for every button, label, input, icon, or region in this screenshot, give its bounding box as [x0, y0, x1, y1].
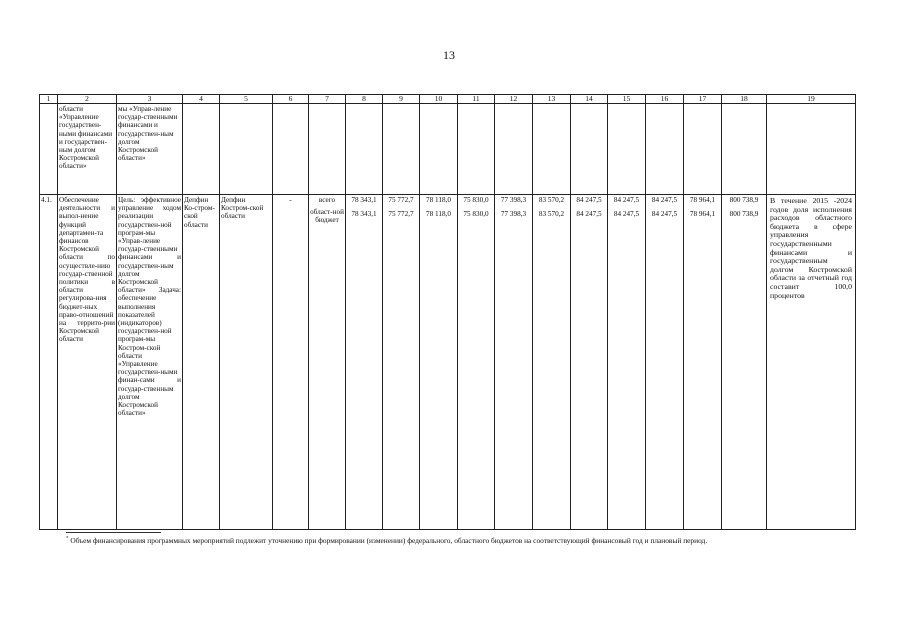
activity-name-cell: Обеспечение деятельности и выпол-нение функций департамен-та финансов Костромской области по осуществле-нию государ-ственной политики в области регулирова-ния бюджет-ных право-отношений на террито-рии Костромской области [58, 195, 117, 530]
column-number: 1 [40, 95, 58, 104]
value-regional: 84 247,5 [613, 210, 640, 218]
value-cell [571, 195, 608, 530]
column-number: 12 [495, 95, 533, 104]
column-number: 5 [220, 95, 273, 104]
column-number-header-row [40, 95, 856, 104]
column-number: 4 [183, 95, 220, 104]
value-total: 84 247,5 [576, 196, 602, 204]
row-number-cell: 4.1. [40, 195, 58, 530]
footnote-mark: * [66, 536, 69, 542]
value-cell [495, 195, 533, 530]
column-number: 13 [533, 95, 571, 104]
value-total: 84 247,5 [651, 196, 678, 204]
column-number: 16 [646, 95, 684, 104]
column-number: 14 [571, 95, 608, 104]
footnote [66, 536, 707, 545]
value-regional: 84 247,5 [576, 210, 602, 218]
value-total: 77 398,3 [500, 196, 527, 204]
value-cell [346, 195, 383, 530]
responsible-cell: Депфин Ко-стром-ской области [183, 195, 220, 530]
funding-source-cell [309, 195, 346, 530]
value-regional: 83 570,2 [538, 210, 565, 218]
column-number: 3 [117, 95, 183, 104]
column-number: 17 [684, 95, 722, 104]
value-regional: 800 738,9 [729, 210, 759, 218]
value-total: 84 247,5 [613, 196, 640, 204]
value-regional: 78 964,1 [689, 210, 716, 218]
column-number: 8 [346, 95, 383, 104]
column-number: 19 [767, 95, 856, 104]
continued-name-cell: области «Управление государствен-ными финансами и государствен-ным долгом Костромской области» [58, 104, 117, 195]
footnote-text: Объем финансирования программных мероприятий подлежит уточнению при формировании (изменении) федерального, областного бюджетов на соответствующий финансовый год и плановый период. [70, 536, 708, 545]
value-cell [383, 195, 420, 530]
value-total: 78 343,1 [351, 196, 377, 204]
program-activities-table [39, 94, 856, 530]
value-cell [458, 195, 495, 530]
source-regional-label: област-ной бюджет [310, 208, 344, 225]
value-total: 78 964,1 [689, 196, 716, 204]
value-total-cell [722, 195, 767, 530]
value-total: 75 830,0 [463, 196, 489, 204]
value-cell [420, 195, 458, 530]
value-regional: 77 398,3 [500, 210, 527, 218]
column-number: 7 [309, 95, 346, 104]
value-total: 83 570,2 [538, 196, 565, 204]
value-cell [533, 195, 571, 530]
continued-goal-cell: мы «Управ-ление государ-ственными финансами и государствен-ным долгом Костромской области» [117, 104, 183, 195]
value-total: 75 772,7 [388, 196, 414, 204]
value-cell [646, 195, 684, 530]
value-cell [608, 195, 646, 530]
value-regional: 78 343,1 [351, 210, 377, 218]
value-regional: 75 772,7 [388, 210, 414, 218]
value-regional: 84 247,5 [651, 210, 678, 218]
value-regional: 75 830,0 [463, 210, 489, 218]
source-total-label: всего [318, 196, 336, 204]
value-cell [684, 195, 722, 530]
column-number: 6 [273, 95, 309, 104]
row-4-1 [40, 195, 856, 530]
value-total: 800 738,9 [729, 196, 759, 204]
column-number: 10 [420, 95, 458, 104]
executor-cell: Депфин Костром-ской области [220, 195, 273, 530]
column-number: 9 [383, 95, 420, 104]
footnote-separator [66, 532, 161, 533]
column-number: 15 [608, 95, 646, 104]
continued-row [40, 104, 856, 195]
value-regional: 78 118,0 [426, 210, 451, 218]
column-number: 11 [458, 95, 495, 104]
column-number: 18 [722, 95, 767, 104]
column-number: 2 [58, 95, 117, 104]
goal-task-cell: Цель: эффективное управление ходом реализации государствен-ной програм-мы «Управ-ление государ-ственными финансами и государствен-ным долгом Костромской области» Задача: обеспечение выполнения показателей (индикаторов) государствен-ной програм-мы Костром-ской области «Управление государствен-ными финан-сами и государ-ственным долгом Костромской области» [117, 195, 183, 530]
page-number: 13 [443, 48, 455, 62]
expected-result-cell: В течение 2015 -2024 годов доля исполнения расходов областного бюджета в сфере управления государственными финансами и государственным долгом Костромской области за отчетный год составит 100,0 процентов [767, 195, 856, 530]
dash-cell: - [273, 195, 309, 530]
value-total: 78 118,0 [426, 196, 451, 204]
